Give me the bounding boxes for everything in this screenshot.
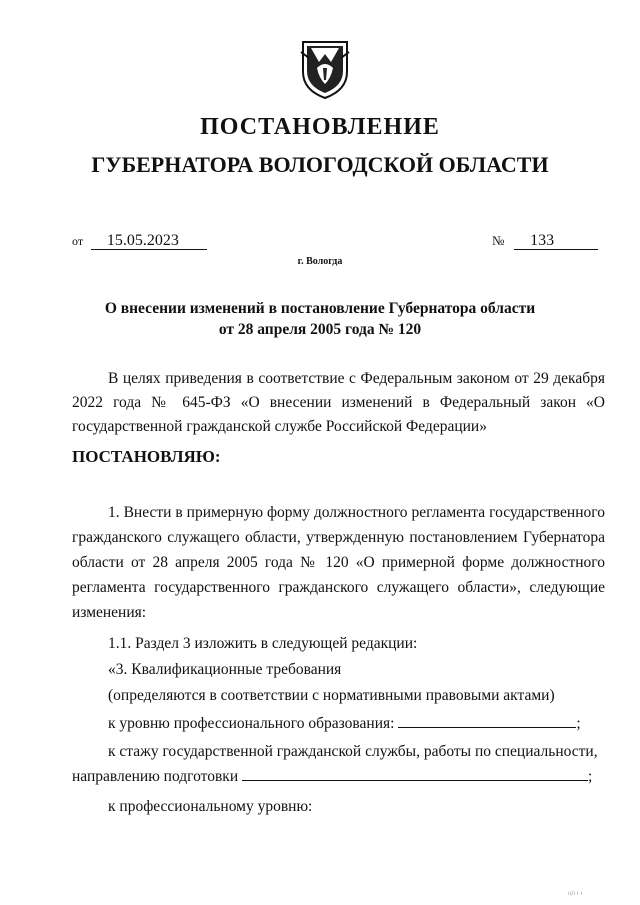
decree-heading: ПОСТАНОВЛЯЮ: — [72, 447, 221, 466]
number-value: 133 — [514, 233, 598, 250]
date-value: 15.05.2023 — [91, 233, 207, 250]
item-1-paragraph: 1. Внести в примерную форму должностного регламента государственного гражданского служащего области, утвержденную постановлением Губернатора области от 28 апреля 2005 года № 120 «О примерной форме должностного регламента государственного гражданского служащего области», следующие изменения: — [72, 504, 605, 621]
requirement-experience-line-2: направлению подготовки ; — [72, 765, 592, 789]
city-label: г. Вологда — [297, 256, 343, 267]
requirement-experience-line-1: к стажу государственной гражданской службы, работы по специальности, — [108, 743, 598, 760]
section-note: (определяются в соответствии с нормативными правовыми актами) — [108, 687, 555, 704]
education-blank — [398, 712, 576, 728]
subject-line-2: от 28 апреля 2005 года № 120 — [218, 321, 422, 338]
subject-line-1: О внесении изменений в постановление Губернатора области — [104, 300, 536, 317]
requirement-education: к уровню профессионального образования: ; — [108, 712, 581, 736]
number-field — [492, 233, 598, 250]
scan-footer-mark: ıı/ı ı ı — [568, 890, 583, 897]
document-issuer: ГУБЕРНАТОРА ВОЛОГОДСКОЙ ОБЛАСТИ — [91, 152, 549, 177]
section-title: «3. Квалификационные требования — [108, 661, 342, 678]
number-label: № — [492, 233, 505, 248]
requirement-professional: к профессиональному уровню: — [108, 798, 313, 815]
date-field — [72, 233, 207, 250]
document-title: ПОСТАНОВЛЕНИЕ — [200, 114, 440, 140]
item-1-1: 1.1. Раздел 3 изложить в следующей редакции: — [108, 635, 418, 652]
coat-of-arms-icon — [297, 38, 353, 102]
experience-blank — [242, 765, 588, 781]
document-subject — [100, 298, 540, 340]
date-label: от — [72, 234, 84, 248]
intro-paragraph: В целях приведения в соответствие с Федеральным законом от 29 декабря 2022 года № 645-ФЗ «О внесении изменений в Федеральный закон «О государственной гражданской службе Российской Федерации» — [72, 370, 605, 435]
